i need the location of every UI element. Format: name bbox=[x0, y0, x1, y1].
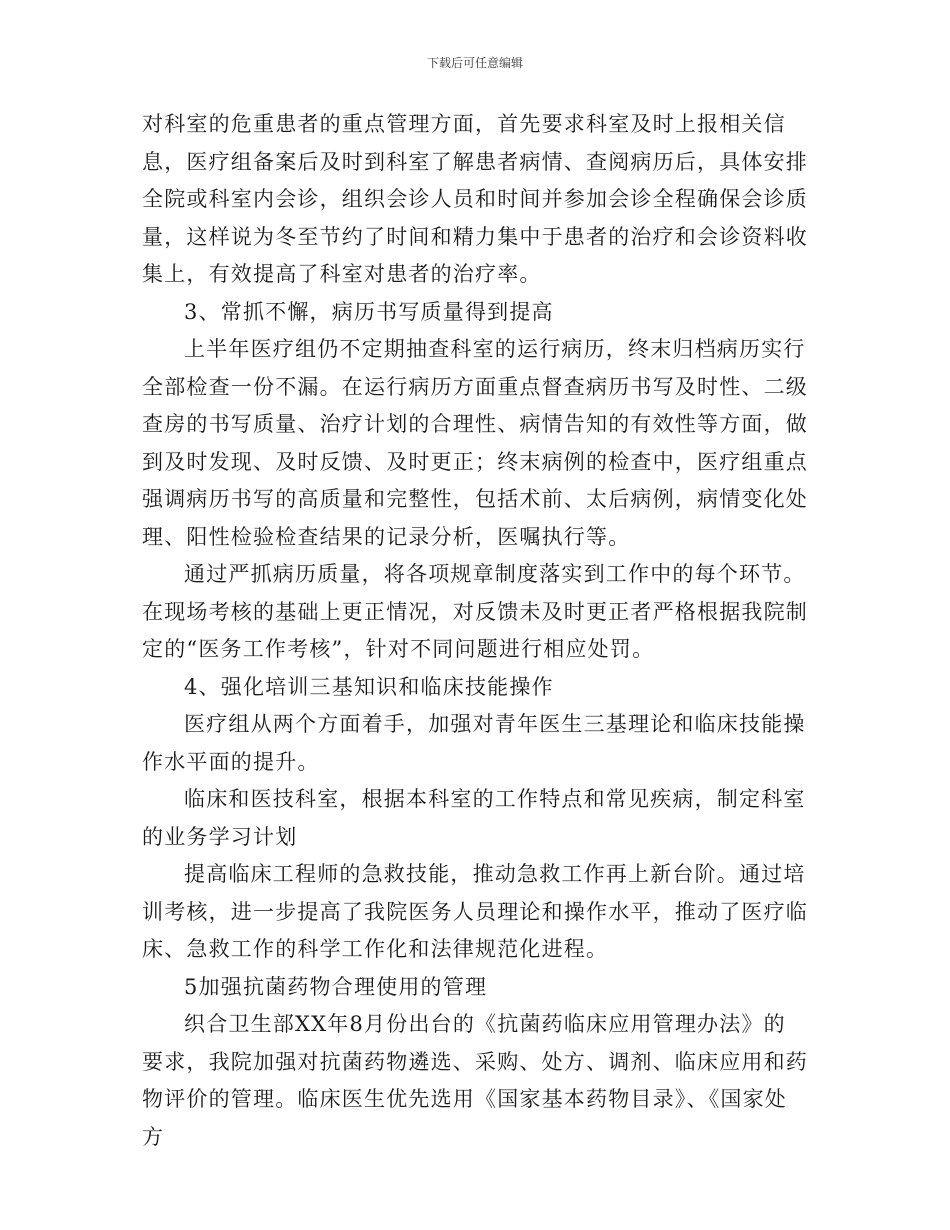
paragraph-study-plan: 临床和医技科室，根据本科室的工作特点和常见疾病，制定科室的业务学习计划 bbox=[142, 787, 806, 849]
paragraph-emergency-skills: 提高临床工程师的急救技能，推动急救工作再上新台阶。通过培训考核，进一步提高了我院医务人员理论和操作水平，推动了医疗临床、急救工作的科学工作化和法律规范化进程。 bbox=[142, 862, 808, 961]
section-heading-antibiotics: 5加强抗菌药物合理使用的管理 bbox=[184, 974, 488, 999]
paragraph-antibiotics-management: 织合卫生部XX年8月份出台的《抗菌药临床应用管理办法》的要求，我院加强对抗菌药物遴选、采购、处方、调剂、临床应用和药物评价的管理。临床医生优先选用《国家基本药物目录》、《国家处方 bbox=[142, 1012, 808, 1149]
section-heading-training: 4、强化培训三基知识和临床技能操作 bbox=[184, 674, 554, 699]
paragraph-records-quality-enforcement: 通过严抓病历质量，将各项规章制度落实到工作中的每个环节。在现场考核的基础上更正情况，对反馈未及时更正者严格根据我院制定的“医务工作考核”，针对不同问题进行相应处罚。 bbox=[142, 562, 808, 661]
paragraph-critical-patient-management: 对科室的危重患者的重点管理方面，首先要求科室及时上报相关信息，医疗组备案后及时到科室了解患者病情、查阅病历后，具体安排全院或科室内会诊，组织会诊人员和时间并参加会诊全程确保会诊质量，这样说为冬至节约了时间和精力集中于患者的治疗和会诊资料收集上，有效提高了科室对患者的治疗率。 bbox=[142, 112, 808, 286]
document-body bbox=[142, 106, 808, 1156]
paragraph-medical-records-inspection: 上半年医疗组仍不定期抽查科室的运行病历，终末归档病历实行全部检查一份不漏。在运行病历方面重点督查病历书写及时性、二级查房的书写质量、治疗计划的合理性、病情告知的有效性等方面，做到及时发现、及时反馈、及时更正；终末病例的检查中，医疗组重点强调病历书写的高质量和完整性，包括术前、太后病例，病情变化处理、阳性检验检查结果的记录分析，医嘱执行等。 bbox=[142, 337, 808, 549]
page-header-note: 下载后可任意编辑 bbox=[426, 56, 523, 70]
paragraph-training-approach: 医疗组从两个方面着手，加强对青年医生三基理论和临床技能操作水平面的提升。 bbox=[142, 712, 806, 774]
section-heading-medical-records: 3、常抓不懈，病历书写质量得到提高 bbox=[184, 299, 554, 324]
